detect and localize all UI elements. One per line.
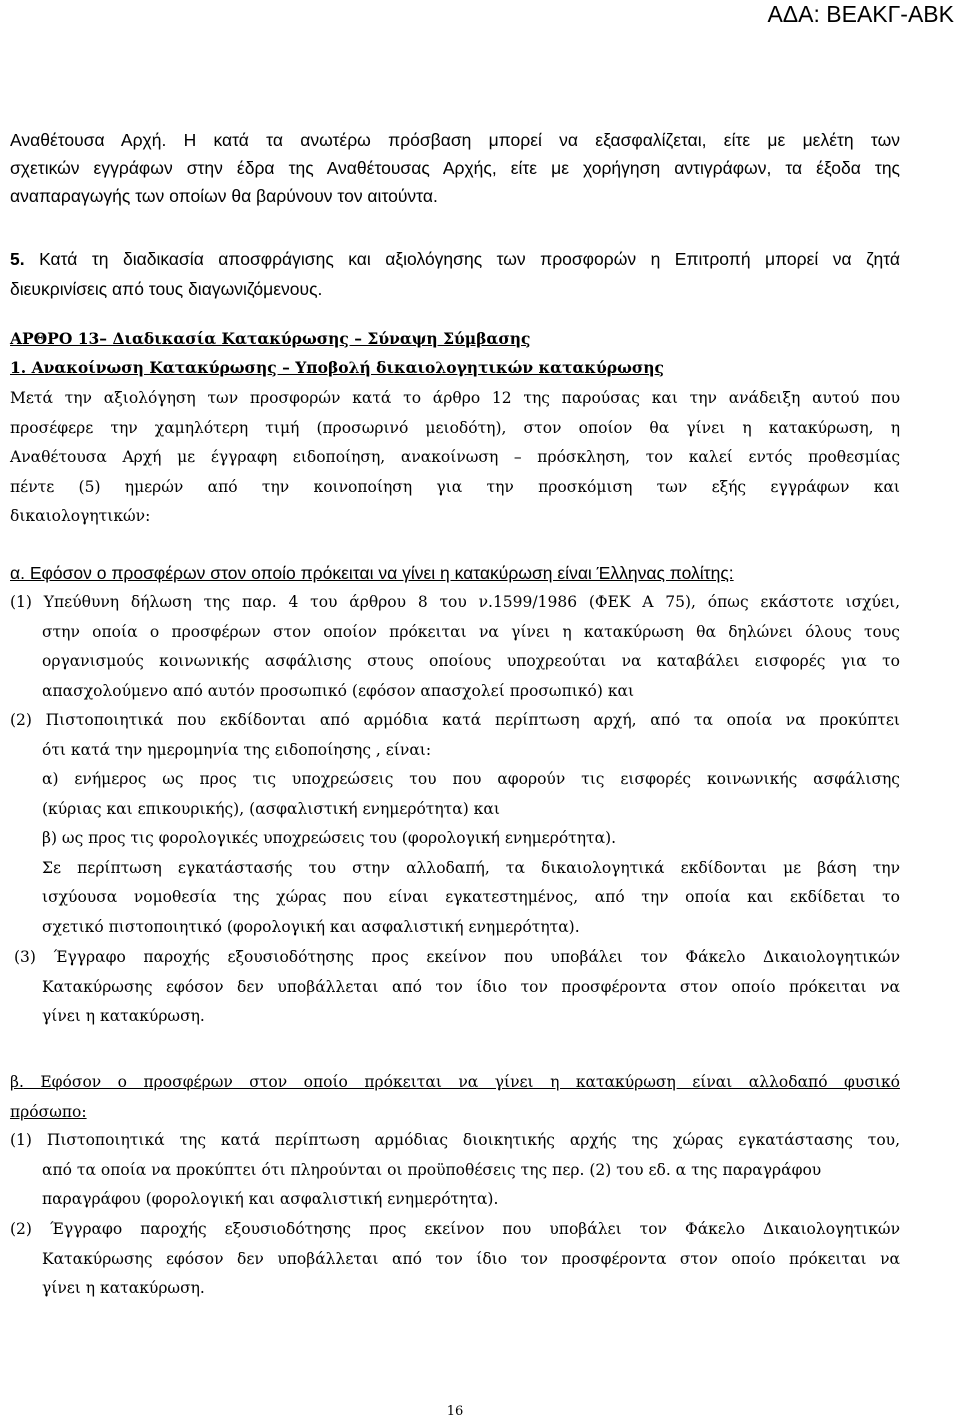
- item-line: (κύριας και επικουρικής), (ασφαλιστική ενημερότητα) και: [42, 799, 500, 818]
- section-a-item-1: [10, 588, 900, 706]
- item-line: σχετικό πιστοποιητικό (φορολογική και ασφαλιστική ενημερότητα).: [42, 917, 580, 936]
- heading-line: πρόσωπο:: [10, 1102, 87, 1121]
- item-line: παραγράφου (φορολογική και ασφαλιστική ενημερότητα).: [42, 1190, 499, 1208]
- section-1-body: [10, 384, 900, 532]
- item-line: γίνει η κατακύρωση.: [42, 1279, 205, 1297]
- intro-line: αναπαραγωγής των οποίων θα βαρύνουν τον αιτούντα.: [10, 186, 438, 206]
- body-line: δικαιολογητικών:: [10, 507, 151, 525]
- item-5-number: 5.: [10, 249, 25, 269]
- ada-code: ΑΔΑ: ΒΕΑΚΓ-ΑΒΚ: [767, 1, 954, 27]
- section-b-heading: [10, 1068, 900, 1127]
- section-b-item-2: [10, 1215, 900, 1304]
- section-a-item-2: [10, 706, 900, 942]
- heading-line: β. Εφόσον ο προσφέρων στον οποίο πρόκειται να γίνει η κατακύρωση είναι αλλοδαπό φυσικό: [10, 1073, 900, 1091]
- item-line: (2) Έγγραφο παροχής εξουσιοδότησης προς εκείνον που υποβάλει τον Φάκελο Δικαιολογητικών: [10, 1220, 900, 1238]
- intro-line: σχετικών εγγράφων στην έδρα της Αναθέτουσας Αρχής, είτε με χορήγηση αντιγράφων, τα έξοδα της: [10, 158, 900, 178]
- article-13-heading: ΑΡΘΡΟ 13– Διαδικασία Κατακύρωσης – Σύναψη Σύμβασης: [10, 329, 531, 348]
- item-line: ισχύουσα νομοθεσία της χώρας που είναι εγκατεστημένος, από την οποία και εκδίδεται το: [42, 888, 900, 906]
- intro-paragraph: [10, 126, 900, 210]
- item-5-text: Κατά τη διαδικασία αποσφράγισης και αξιολόγησης των προσφορών η Επιτροπή μπορεί να ζητά: [24, 249, 900, 269]
- item-5-line: διευκρινίσεις από τους διαγωνιζόμενους.: [10, 279, 323, 299]
- section-a-heading: α. Εφόσον ο προσφέρων στον οποίο πρόκειται να γίνει η κατακύρωση είναι Έλληνας πολίτης:: [10, 563, 734, 583]
- item-line: (1) Πιστοποιητικά της κατά περίπτωση αρμόδιας διοικητικής αρχής της χώρας εγκατάστασης του,: [10, 1131, 900, 1149]
- item-line: στην οποία ο προσφέρων στον οποίον πρόκειται να γίνει η κατακύρωση θα δηλώνει όλους τους: [42, 622, 900, 641]
- item-line: Κατακύρωσης εφόσον δεν υποβάλλεται από τον ίδιο τον προσφέροντα στον οποίο πρόκειται να: [42, 1249, 900, 1268]
- item-line: (1) Υπεύθυνη δήλωση της παρ. 4 του άρθρου 8 του ν.1599/1986 (ΦΕΚ Α 75), όπως εκάστοτε ισχύει,: [10, 593, 900, 611]
- item-line: β) ως προς τις φορολογικές υποχρεώσεις του (φορολογική ενημερότητα).: [42, 829, 617, 847]
- intro-line: Αναθέτουσα Αρχή. Η κατά τα ανωτέρω πρόσβαση μπορεί να εξασφαλίζεται, είτε με μελέτη των: [10, 130, 900, 150]
- item-line: από τα οποία να προκύπτει ότι πληρούνται οι προϋποθέσεις της περ. (2) του εδ. α της παραγράφου: [42, 1160, 822, 1179]
- item-line: απασχολούμενο από αυτόν προσωπικό (εφόσον απασχολεί προσωπικό) και: [42, 681, 635, 700]
- section-b-item-1: [10, 1126, 900, 1215]
- item-5-paragraph: [10, 244, 900, 304]
- item-line: (2) Πιστοποιητικά που εκδίδονται από αρμόδια κατά περίπτωση αρχή, από τα οποία να προκύπτει: [10, 711, 900, 729]
- item-line: γίνει η κατακύρωση.: [42, 1007, 205, 1025]
- section-a-item-3: [10, 943, 900, 1032]
- body-line: πέντε (5) ημερών από την κοινοποίηση για την προσκόμιση των εξής εγγράφων και: [10, 477, 900, 496]
- page-number: 16: [446, 1404, 464, 1419]
- item-line: ότι κατά την ημερομηνία της ειδοποίησης , είναι:: [42, 740, 432, 759]
- item-line: οργανισμούς κοινωνικής ασφάλισης στους οποίους υποχρεούται να καταβάλει εισφορές για το: [42, 652, 900, 670]
- item-line: (3) Έγγραφο παροχής εξουσιοδότησης προς εκείνον που υποβάλει τον Φάκελο Δικαιολογητικών: [14, 948, 900, 966]
- body-line: Μετά την αξιολόγηση των προσφορών κατά το άρθρο 12 της παρούσας και την ανάδειξη αυτού που: [10, 389, 900, 407]
- body-line: προσέφερε την χαμηλότερη τιμή (προσωρινό μειοδότη), στον οποίον θα γίνει η κατακύρωση, η: [10, 418, 900, 437]
- item-line: Σε περίπτωση εγκατάστασής του στην αλλοδαπή, τα δικαιολογητικά εκδίδονται με βάση την: [42, 858, 900, 877]
- body-line: Αναθέτουσα Αρχή με έγγραφη ειδοποίηση, ανακοίνωση – πρόσκληση, τον καλεί εντός προθεσμίας: [10, 448, 900, 466]
- section-1-heading: 1. Ανακοίνωση Κατακύρωσης – Υποβολή δικαιολογητικών κατακύρωσης: [10, 358, 664, 377]
- item-line: Κατακύρωσης εφόσον δεν υποβάλλεται από τον ίδιο τον προσφέροντα στον οποίο πρόκειται να: [42, 977, 900, 996]
- item-line: α) ενήμερος ως προς τις υποχρεώσεις του που αφορούν τις εισφορές κοινωνικής ασφάλισης: [42, 770, 900, 788]
